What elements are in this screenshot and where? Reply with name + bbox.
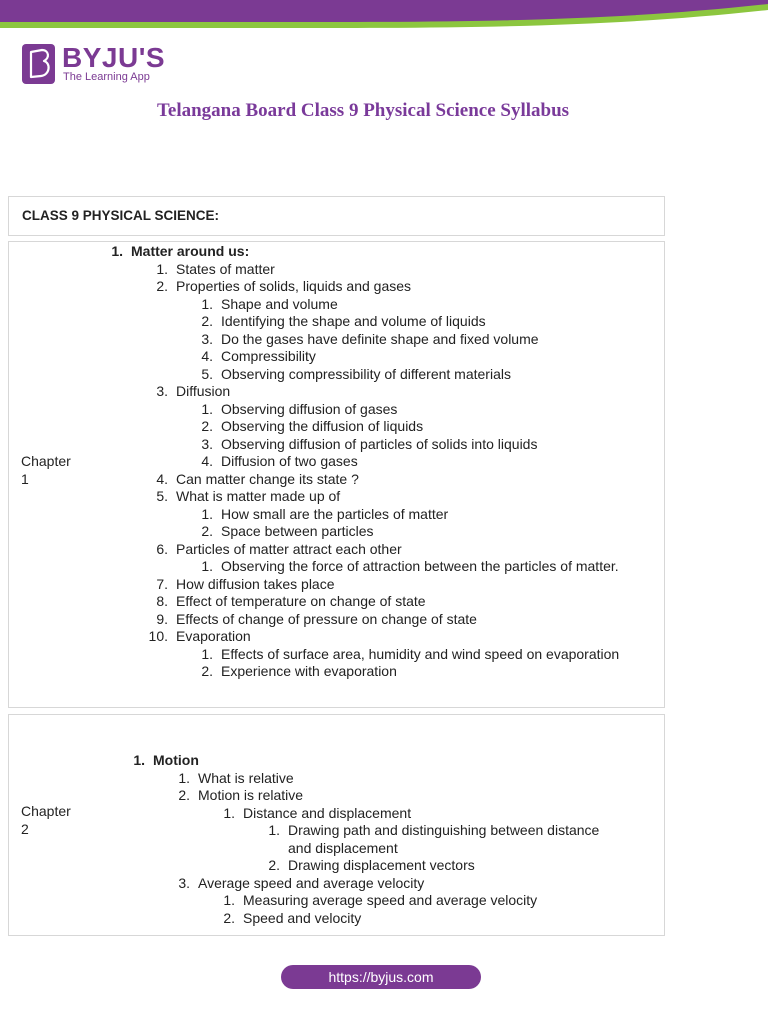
list-item-number: 4. [156, 470, 168, 487]
footer-url-link[interactable]: https://byjus.com [281, 965, 481, 989]
list-item-number: 7. [156, 575, 168, 592]
list-item [193, 366, 619, 384]
list-item-number: 1. [201, 295, 213, 312]
chapter-1-topic-list [103, 243, 619, 681]
list-item-number: 1. [223, 804, 235, 821]
list-item-text: Observing diffusion of gases [221, 400, 398, 417]
list-item-text: Identifying the shape and volume of liquids [221, 313, 486, 329]
list-item [193, 506, 619, 524]
list-item-text: Space between particles [221, 523, 374, 539]
list-item-number: 5. [201, 365, 213, 382]
list-item-number: 2. [201, 418, 213, 434]
list-item [148, 278, 619, 296]
list-item-text: Shape and volume [221, 295, 338, 312]
list-item-text: How small are the particles of matter [221, 505, 449, 522]
list-item [193, 646, 619, 664]
list-item [148, 471, 619, 489]
list-item-number: 2. [223, 909, 235, 926]
list-item-text: Matter around us: [131, 243, 250, 259]
list-item-text: What is relative [198, 769, 294, 786]
list-item-number: 2. [201, 313, 213, 329]
chapter-1-row [8, 241, 665, 708]
list-item [148, 541, 619, 559]
list-item-number: 1. [111, 243, 123, 259]
list-item [148, 611, 619, 629]
list-item-text: Effects of surface area, humidity and wind speed on evaporation [221, 645, 620, 662]
list-item-number: 10. [148, 628, 168, 644]
list-item [215, 910, 599, 928]
list-item-number: 6. [156, 540, 168, 557]
list-item-number: 1. [223, 892, 235, 908]
list-item-number: 3. [201, 330, 213, 347]
chapter-2-label-word: Chapter [21, 803, 71, 819]
list-item-text: Drawing displacement vectors [288, 857, 475, 873]
list-item-text: Particles of matter attract each other [176, 540, 402, 557]
list-item-text: Average speed and average velocity [198, 874, 425, 891]
chapter-1-label [21, 453, 71, 488]
list-item-number: 2. [268, 857, 280, 873]
list-item [193, 523, 619, 541]
list-item-text: Compressibility [221, 348, 316, 364]
list-item [215, 892, 599, 910]
chapter-2-label-number: 2 [21, 820, 29, 837]
list-item-text: Speed and velocity [243, 909, 362, 926]
list-item-number: 8. [156, 593, 168, 609]
list-item [193, 348, 619, 366]
list-item-text: What is matter made up of [176, 488, 341, 504]
list-item-text: Measuring average speed and average velocity [243, 892, 538, 908]
list-item-number: 5. [156, 488, 168, 504]
chapter-1-label-number: 1 [21, 470, 29, 487]
list-item [260, 822, 599, 840]
list-item [148, 488, 619, 506]
list-item-text: States of matter [176, 260, 275, 277]
list-item-text: and displacement [288, 839, 398, 856]
list-item [193, 296, 619, 314]
list-item [148, 628, 619, 646]
list-item [260, 840, 599, 858]
list-item [148, 576, 619, 594]
list-item-number: 2. [201, 523, 213, 539]
list-item-number: 3. [178, 874, 190, 891]
list-item-number: 1. [133, 752, 145, 768]
list-item [260, 857, 599, 875]
list-item-number: 2. [201, 663, 213, 679]
list-item-text: Distance and displacement [243, 804, 412, 821]
list-item-text: Effect of temperature on change of state [176, 593, 426, 609]
chapter-2-label [21, 803, 71, 838]
list-item-number: 3. [201, 435, 213, 452]
list-item-text: Evaporation [176, 628, 251, 644]
list-item [215, 805, 599, 823]
list-item-text: Observing compressibility of different materials [221, 365, 511, 382]
chapter-2-topic-list [125, 752, 599, 927]
list-item-text: Observing the force of attraction between the particles of matter. [221, 558, 619, 574]
list-item-number: 1. [156, 260, 168, 277]
section-header-row [8, 196, 665, 236]
list-item-number: 4. [201, 453, 213, 469]
list-item-number: 4. [201, 348, 213, 364]
list-item-text: Experience with evaporation [221, 663, 397, 679]
list-item [125, 752, 599, 770]
list-item-number: 1. [268, 822, 280, 838]
list-item [193, 436, 619, 454]
list-item-number: 1. [201, 558, 213, 574]
list-item-number: 1. [178, 769, 190, 786]
list-item [193, 663, 619, 681]
list-item [170, 787, 599, 805]
list-item-text: Diffusion [176, 383, 231, 399]
byjus-logo [22, 42, 166, 88]
chapter-1-label-word: Chapter [21, 453, 71, 469]
list-item-text: Can matter change its state ? [176, 470, 359, 487]
list-item [193, 401, 619, 419]
list-item-number: 2. [178, 787, 190, 803]
list-item-text: Observing the diffusion of liquids [221, 418, 424, 434]
list-item-text: How diffusion takes place [176, 575, 335, 592]
top-decorative-band [0, 0, 768, 30]
list-item [148, 593, 619, 611]
list-item-number: 1. [201, 505, 213, 522]
section-header: CLASS 9 PHYSICAL SCIENCE: [22, 208, 220, 223]
list-item [193, 331, 619, 349]
list-item-text: Motion [153, 752, 199, 768]
list-item [170, 875, 599, 893]
page-title: Telangana Board Class 9 Physical Science Syllabus [156, 100, 570, 121]
list-item-text: Motion is relative [198, 787, 304, 803]
list-item-number: 9. [156, 610, 168, 627]
list-item [193, 558, 619, 576]
list-item-number: 2. [156, 278, 168, 294]
list-item-text: Effects of change of pressure on change of state [176, 610, 477, 627]
list-item-number: 1. [201, 400, 213, 417]
brand-name: BYJU'S [62, 42, 166, 73]
list-item-text: Do the gases have definite shape and fixed volume [221, 330, 539, 347]
list-item [148, 383, 619, 401]
list-item [148, 261, 619, 279]
list-item-text: Properties of solids, liquids and gases [176, 278, 412, 294]
brand-tagline: The Learning App [63, 71, 150, 83]
chapter-2-row [8, 714, 665, 936]
list-item-text: Observing diffusion of particles of solids into liquids [221, 435, 538, 452]
list-item-text: Diffusion of two gases [221, 453, 358, 469]
logo-mark-icon [22, 44, 55, 84]
list-item [193, 418, 619, 436]
list-item-number: 3. [156, 383, 168, 399]
list-item-text: Drawing path and distinguishing between distance [288, 822, 600, 838]
list-item [103, 243, 619, 261]
list-item [170, 770, 599, 788]
list-item-number: 1. [201, 645, 213, 662]
list-item [193, 453, 619, 471]
list-item [193, 313, 619, 331]
